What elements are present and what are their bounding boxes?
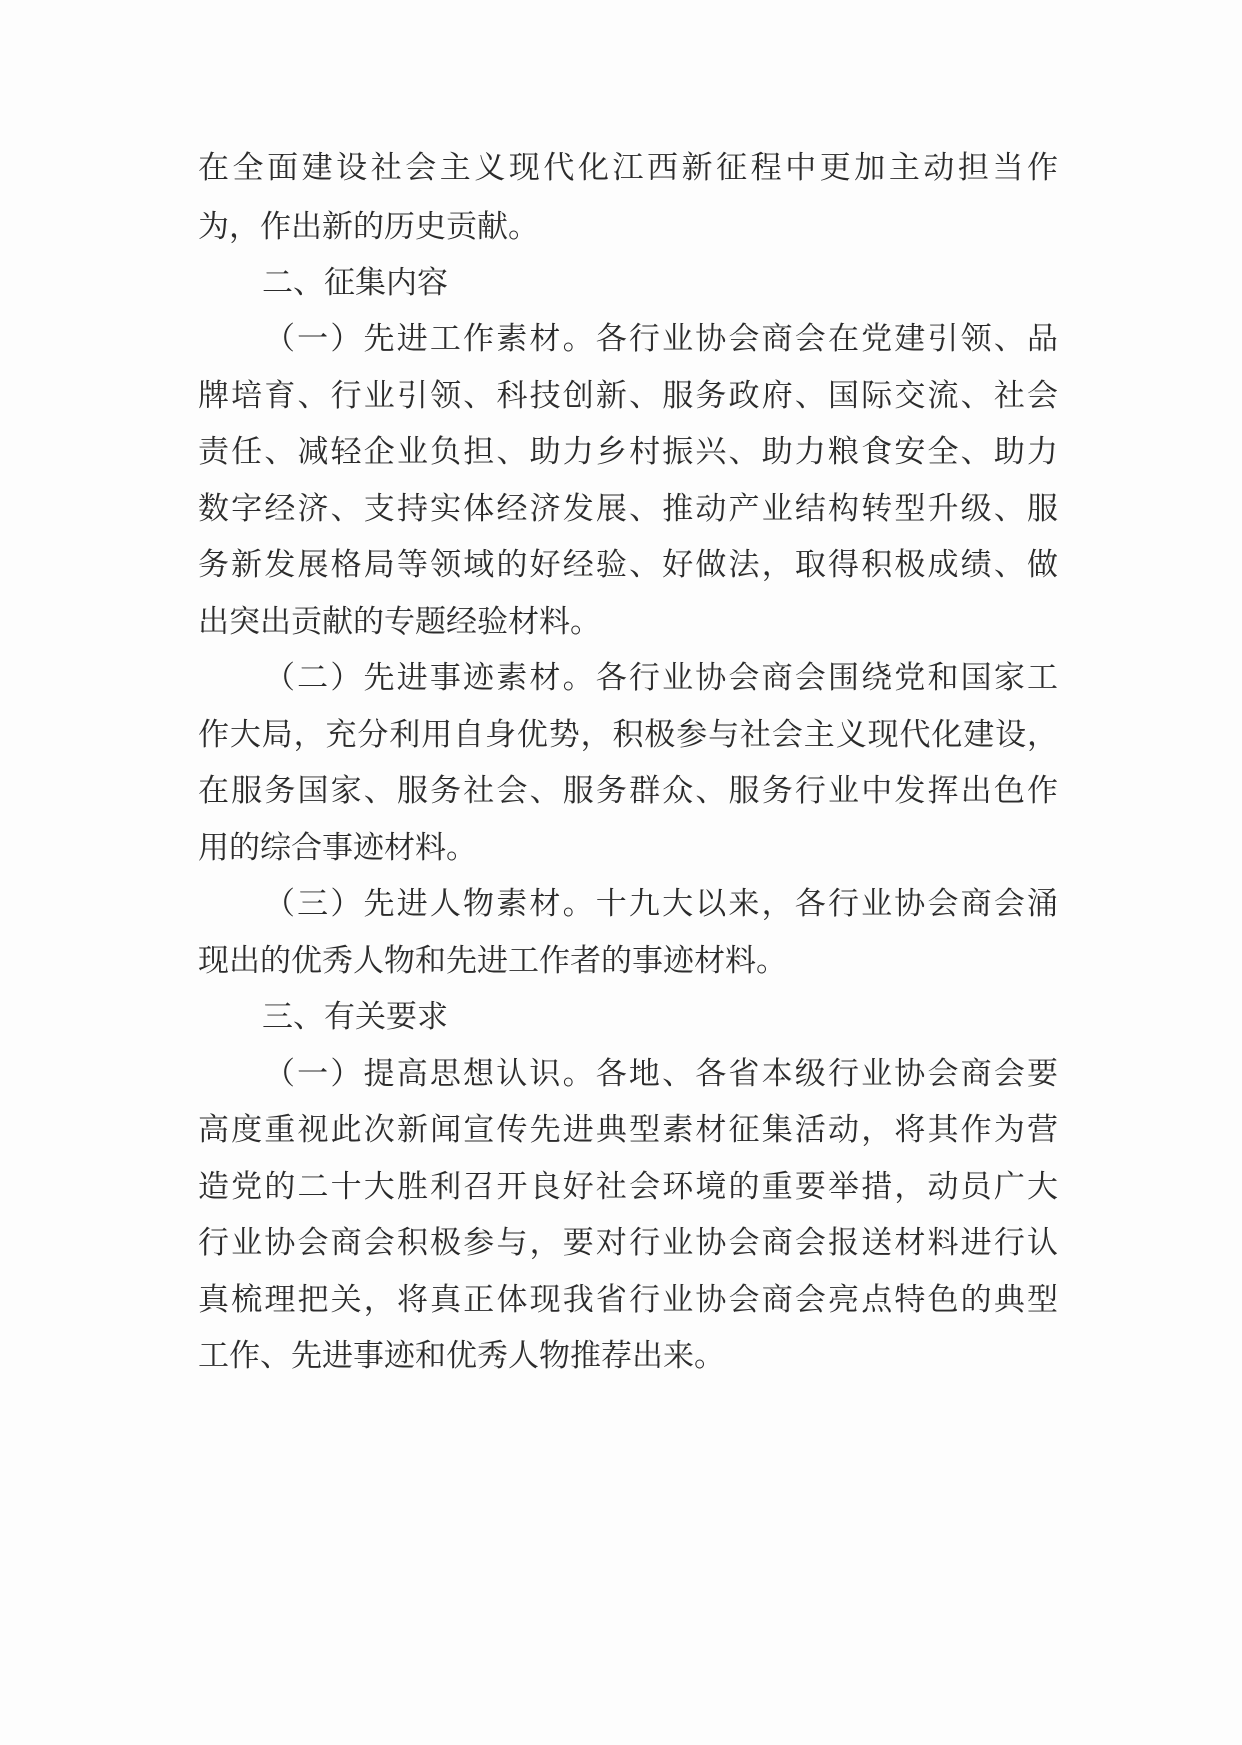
paragraph-line: 真梳理把关，将真正体现我省行业协会商会亮点特色的典型 <box>198 1282 1058 1318</box>
section-heading: 二、征集内容 <box>262 265 448 301</box>
paragraph-line: 出突出贡献的专题经验材料。 <box>198 604 601 640</box>
paragraph-line: 行业协会商会积极参与，要对行业协会商会报送材料进行认 <box>198 1225 1058 1261</box>
paragraph-line: （二）先进事迹素材。各行业协会商会围绕党和国家工 <box>264 660 1058 696</box>
paragraph-line: 责任、减轻企业负担、助力乡村振兴、助力粮食安全、助力 <box>198 434 1058 470</box>
paragraph-line: 为，作出新的历史贡献。 <box>198 209 539 245</box>
paragraph-line: 在服务国家、服务社会、服务群众、服务行业中发挥出色作 <box>198 773 1058 809</box>
paragraph-line: 用的综合事迹材料。 <box>198 830 477 866</box>
paragraph-line: 造党的二十大胜利召开良好社会环境的重要举措，动员广大 <box>198 1169 1058 1205</box>
paragraph-line: （三）先进人物素材。十九大以来，各行业协会商会涌 <box>264 886 1058 922</box>
paragraph-line: （一）先进工作素材。各行业协会商会在党建引领、品 <box>264 321 1058 357</box>
paragraph-line: 作大局，充分利用自身优势，积极参与社会主义现代化建设， <box>198 717 1058 753</box>
paragraph-line: 务新发展格局等领域的好经验、好做法，取得积极成绩、做 <box>198 547 1058 583</box>
section-heading: 三、有关要求 <box>262 999 448 1035</box>
paragraph-line: 牌培育、行业引领、科技创新、服务政府、国际交流、社会 <box>198 378 1058 414</box>
paragraph-line: 在全面建设社会主义现代化江西新征程中更加主动担当作 <box>198 150 1058 186</box>
paragraph-line: 高度重视此次新闻宣传先进典型素材征集活动，将其作为营 <box>198 1112 1058 1148</box>
paragraph-line: （一）提高思想认识。各地、各省本级行业协会商会要 <box>264 1056 1058 1092</box>
paragraph-line: 数字经济、支持实体经济发展、推动产业结构转型升级、服 <box>198 491 1058 527</box>
paragraph-line: 工作、先进事迹和优秀人物推荐出来。 <box>198 1338 725 1374</box>
paragraph-line: 现出的优秀人物和先进工作者的事迹材料。 <box>198 943 787 979</box>
